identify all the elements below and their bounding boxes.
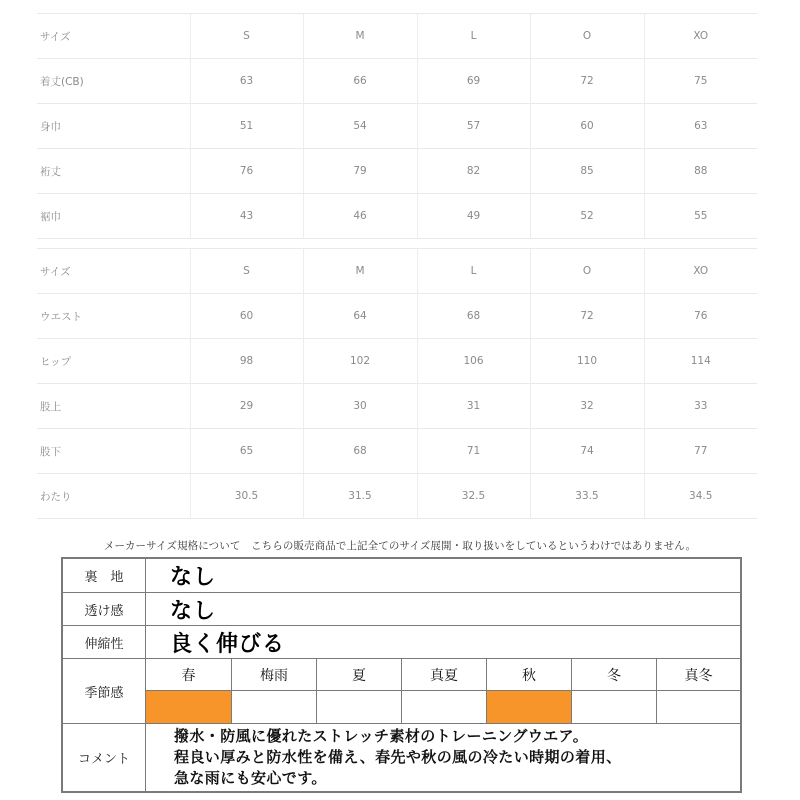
- season-column: [571, 659, 656, 723]
- comment-line: 撥水・防風に優れたストレッチ素材のトレーニングウエア。: [174, 727, 589, 745]
- size-row-label: 股下: [37, 429, 190, 474]
- size-row-label: ヒップ: [37, 339, 190, 384]
- size-cell: L: [417, 249, 530, 294]
- size-row: [37, 294, 757, 339]
- size-cell: 55: [644, 194, 757, 239]
- season-mark-empty: [402, 691, 486, 723]
- season-column: [146, 659, 231, 723]
- size-cell: 30.5: [190, 474, 303, 519]
- size-row: [37, 339, 757, 384]
- size-row: [37, 249, 757, 294]
- size-cell: 75: [644, 59, 757, 104]
- size-cell: O: [530, 249, 644, 294]
- season-name: 夏: [317, 659, 401, 691]
- spec-row-sheer: [63, 593, 740, 625]
- size-cell: 68: [417, 294, 530, 339]
- season-grid: [146, 659, 740, 723]
- season-name: 冬: [572, 659, 656, 691]
- size-cell: 114: [644, 339, 757, 384]
- size-row-label: サイズ: [37, 249, 190, 294]
- size-cell: 57: [417, 104, 530, 149]
- size-row: [37, 474, 757, 519]
- size-cell: S: [190, 249, 303, 294]
- size-cell: XO: [644, 249, 757, 294]
- size-cell: 63: [644, 104, 757, 149]
- season-mark-empty: [232, 691, 316, 723]
- size-row-label: わたり: [37, 474, 190, 519]
- spec-comment-text: [146, 724, 740, 791]
- season-name: 秋: [487, 659, 571, 691]
- spec-label-season: 季節感: [63, 659, 146, 723]
- size-cell: 71: [417, 429, 530, 474]
- season-column: [656, 659, 740, 723]
- size-cell: 63: [190, 59, 303, 104]
- size-cell: 31: [417, 384, 530, 429]
- size-row: [37, 59, 757, 104]
- size-cell: 54: [303, 104, 417, 149]
- size-cell: 29: [190, 384, 303, 429]
- size-cell: 34.5: [644, 474, 757, 519]
- spec-row-stretch: [63, 626, 740, 658]
- spec-table: [61, 557, 742, 793]
- size-cell: 82: [417, 149, 530, 194]
- spec-row-lining: [63, 559, 740, 592]
- size-cell: O: [530, 14, 644, 59]
- size-cell: M: [303, 14, 417, 59]
- size-cell: 49: [417, 194, 530, 239]
- size-cell: 46: [303, 194, 417, 239]
- size-cell: L: [417, 14, 530, 59]
- size-cell: 85: [530, 149, 644, 194]
- size-cell: 74: [530, 429, 644, 474]
- size-cell: 79: [303, 149, 417, 194]
- size-cell: 31.5: [303, 474, 417, 519]
- size-cell: 76: [190, 149, 303, 194]
- season-name: 真冬: [657, 659, 740, 691]
- size-cell: 68: [303, 429, 417, 474]
- size-row: [37, 384, 757, 429]
- size-cell: 60: [530, 104, 644, 149]
- season-column: [231, 659, 316, 723]
- spec-label-comment: コメント: [63, 724, 146, 791]
- season-mark-active: [146, 691, 231, 723]
- size-table-tops: [37, 13, 757, 239]
- size-row: [37, 429, 757, 474]
- spec-label-lining: 裏 地: [63, 559, 146, 592]
- size-cell: 102: [303, 339, 417, 384]
- size-cell: 110: [530, 339, 644, 384]
- season-name: 真夏: [402, 659, 486, 691]
- spec-label-sheer: 透け感: [63, 593, 146, 625]
- size-row: [37, 14, 757, 59]
- spec-label-stretch: 伸縮性: [63, 626, 146, 658]
- spec-value-stretch: 良く伸びる: [170, 631, 286, 657]
- size-row: [37, 104, 757, 149]
- size-cell: 76: [644, 294, 757, 339]
- spec-value-sheer: なし: [170, 598, 217, 624]
- comment-line: 急な雨にも安心です。: [174, 769, 327, 787]
- season-mark-empty: [657, 691, 740, 723]
- spec-value-lining: なし: [170, 565, 217, 590]
- size-cell: 52: [530, 194, 644, 239]
- size-row-label: ウエスト: [37, 294, 190, 339]
- size-cell: 30: [303, 384, 417, 429]
- size-row-label: 股上: [37, 384, 190, 429]
- size-cell: 66: [303, 59, 417, 104]
- size-cell: 72: [530, 59, 644, 104]
- season-mark-empty: [572, 691, 656, 723]
- size-cell: 51: [190, 104, 303, 149]
- size-cell: 88: [644, 149, 757, 194]
- size-cell: 43: [190, 194, 303, 239]
- season-column: [316, 659, 401, 723]
- comment-line: 程良い厚みと防水性を備え、春先や秋の風の冷たい時期の着用、: [174, 748, 622, 766]
- size-cell: 106: [417, 339, 530, 384]
- size-row-label: 着丈(CB): [37, 59, 190, 104]
- size-row-label: サイズ: [37, 14, 190, 59]
- season-name: 梅雨: [232, 659, 316, 691]
- size-cell: XO: [644, 14, 757, 59]
- season-column: [486, 659, 571, 723]
- size-cell: 72: [530, 294, 644, 339]
- size-cell: 32: [530, 384, 644, 429]
- size-cell: 65: [190, 429, 303, 474]
- size-cell: 77: [644, 429, 757, 474]
- size-cell: S: [190, 14, 303, 59]
- size-table-bottoms: [37, 248, 757, 519]
- season-name: 春: [146, 659, 231, 691]
- size-cell: 33.5: [530, 474, 644, 519]
- size-cell: 33: [644, 384, 757, 429]
- size-cell: 60: [190, 294, 303, 339]
- season-mark-empty: [317, 691, 401, 723]
- size-cell: M: [303, 249, 417, 294]
- size-row-label: 裾巾: [37, 194, 190, 239]
- season-mark-active: [487, 691, 571, 723]
- size-row: [37, 149, 757, 194]
- season-column: [401, 659, 486, 723]
- size-row-label: 身巾: [37, 104, 190, 149]
- size-cell: 32.5: [417, 474, 530, 519]
- size-row: [37, 194, 757, 239]
- size-cell: 64: [303, 294, 417, 339]
- size-row-label: 裄丈: [37, 149, 190, 194]
- size-cell: 69: [417, 59, 530, 104]
- size-note: メーカーサイズ規格について こちらの販売商品で上記全てのサイズ展開・取り扱いをしているというわけではありません。: [103, 540, 697, 552]
- size-cell: 98: [190, 339, 303, 384]
